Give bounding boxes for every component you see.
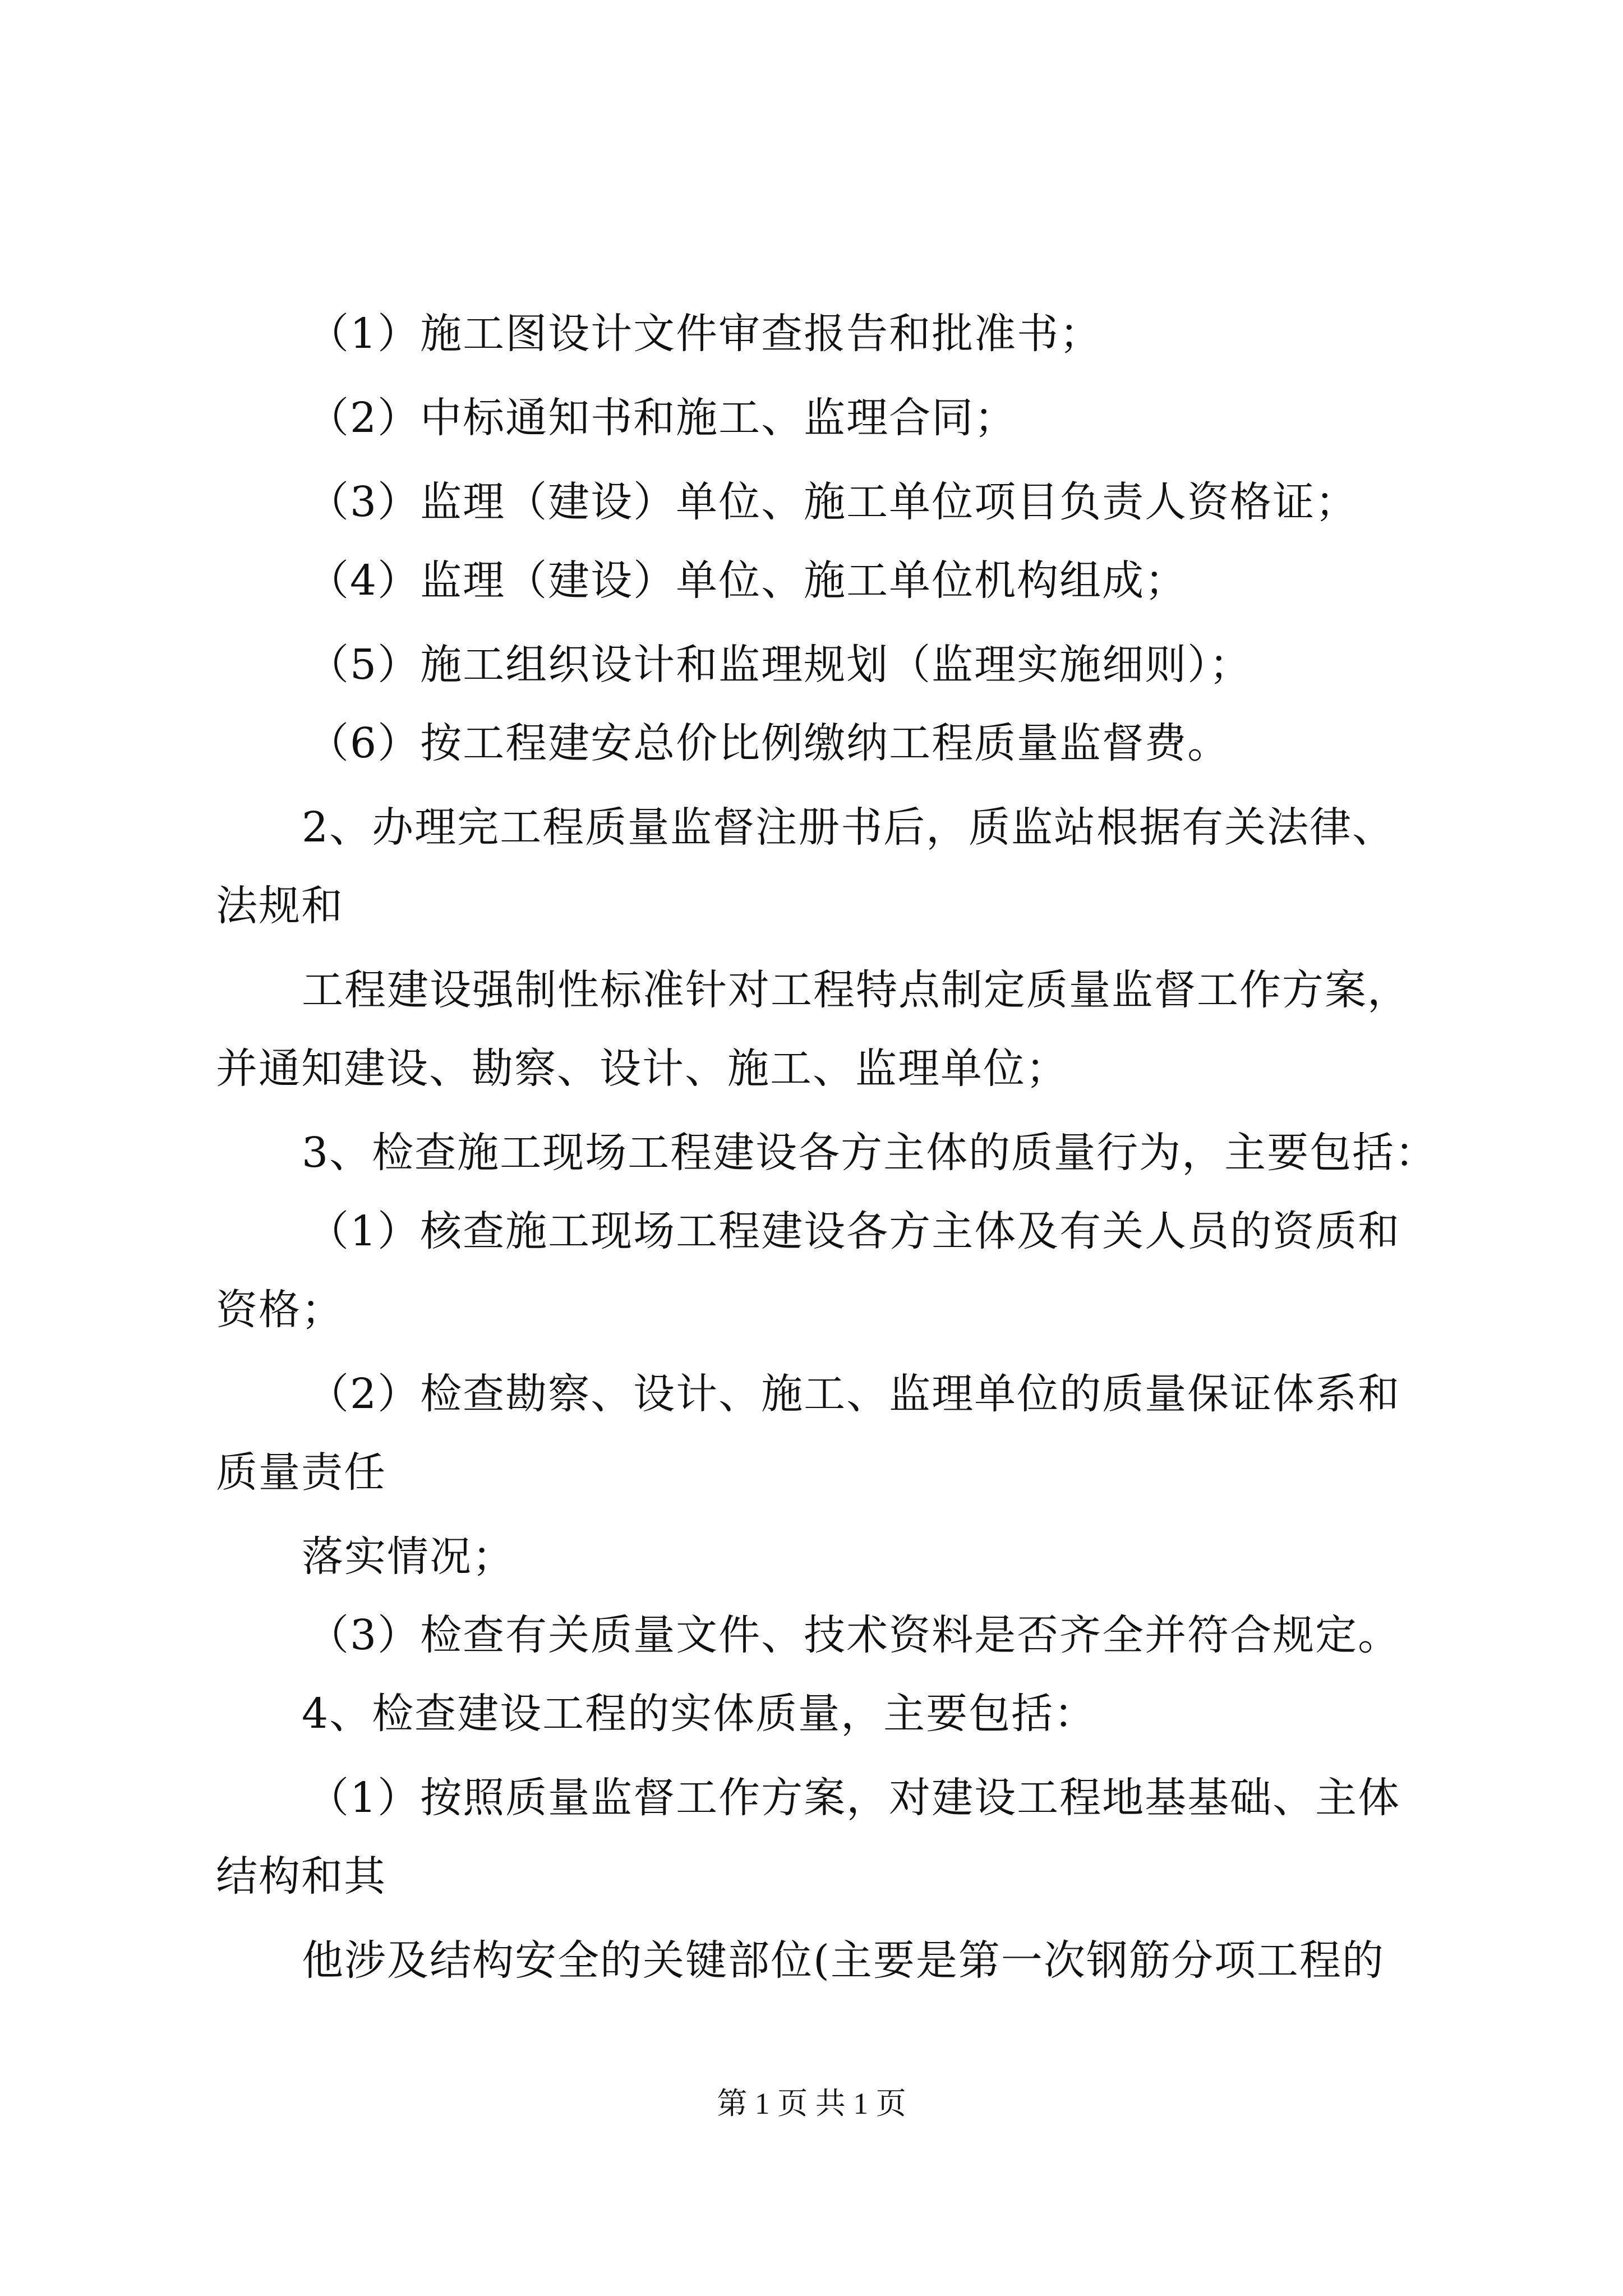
text-line: 并通知建设、勘察、设计、施工、监理单位； (216, 1045, 1068, 1093)
text-line: （2）中标通知书和施工、监理合同； (307, 394, 1017, 442)
text-line: 资格； (216, 1286, 344, 1334)
text-line: 他涉及结构安全的关键部位(主要是第一次钢筋分项工程的 (302, 1936, 1385, 1985)
text-line: 法规和 (216, 882, 344, 930)
text-line: （2）检查勘察、设计、施工、监理单位的质量保证体系和 (307, 1370, 1401, 1418)
text-line: （5）施工组织设计和监理规划（监理实施细则）； (307, 641, 1252, 689)
text-line: （1）施工图设计文件审查报告和批准书； (307, 310, 1103, 358)
text-line: （6）按工程建安总价比例缴纳工程质量监督费。 (307, 719, 1230, 767)
text-line: 2、办理完工程质量监督注册书后，质监站根据有关法律、 (302, 803, 1395, 852)
text-line: 落实情况； (302, 1533, 515, 1581)
text-line: （1）按照质量监督工作方案，对建设工程地基基础、主体 (307, 1774, 1401, 1822)
text-line: 工程建设强制性标准针对工程特点制定质量监督工作方案， (302, 966, 1410, 1014)
text-line: （4）监理（建设）单位、施工单位机构组成； (307, 556, 1188, 605)
text-line: 质量责任 (216, 1448, 386, 1497)
page-footer: 第 1 页 共 1 页 (717, 2087, 906, 2120)
text-line: 3、检查施工现场工程建设各方主体的质量行为，主要包括： (302, 1129, 1438, 1177)
text-line: （1）核查施工现场工程建设各方主体及有关人员的资质和 (307, 1207, 1401, 1255)
text-line: （3）监理（建设）单位、施工单位项目负责人资格证； (307, 478, 1358, 526)
text-line: 4、检查建设工程的实体质量，主要包括： (302, 1690, 1097, 1738)
text-line: （3）检查有关质量文件、技术资料是否齐全并符合规定。 (307, 1611, 1401, 1659)
text-line: 结构和其 (216, 1852, 386, 1901)
